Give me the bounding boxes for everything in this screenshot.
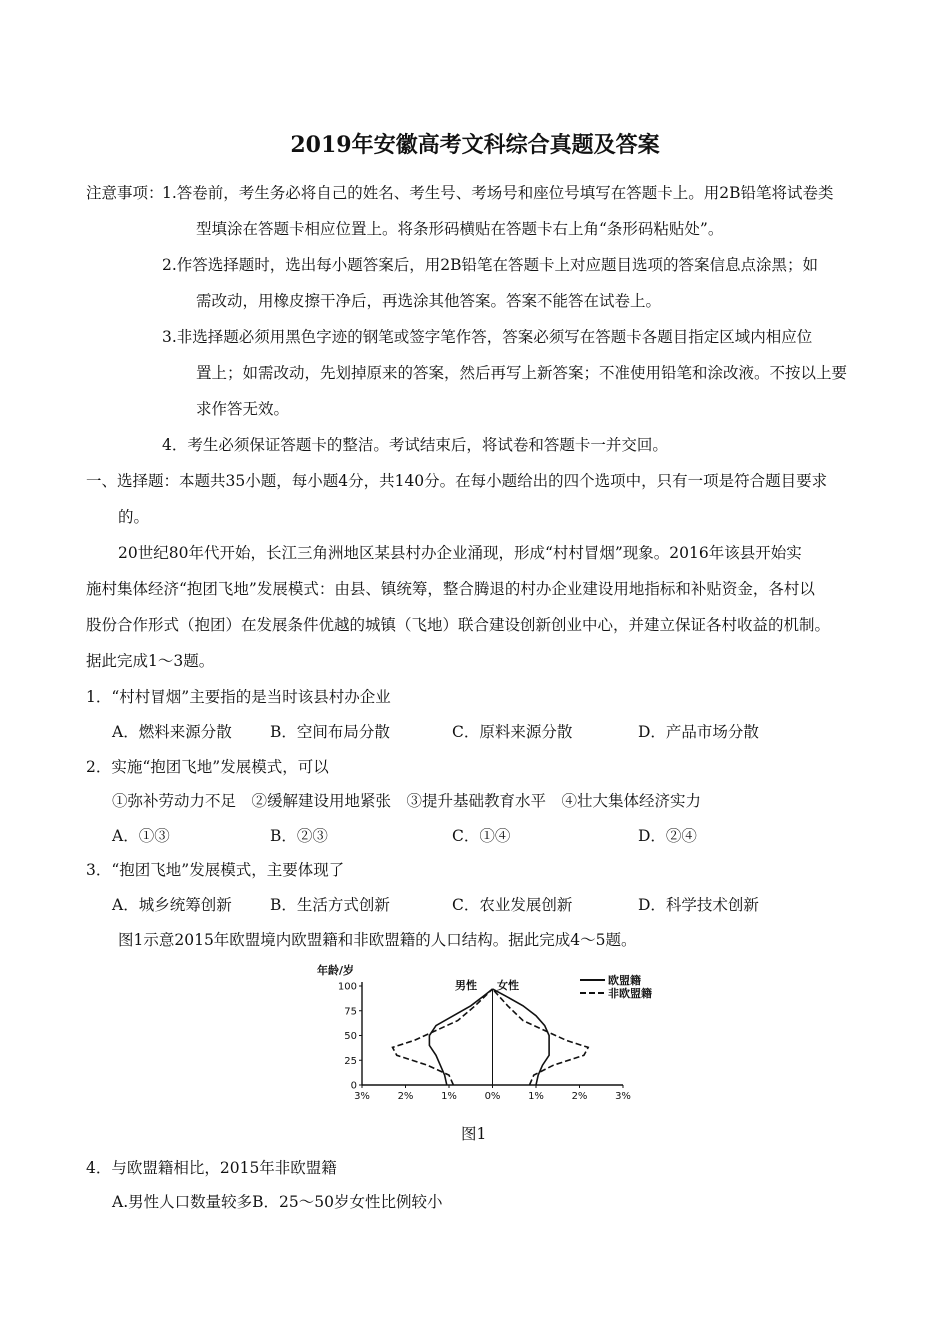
question-1-stem: 1．“村村冒烟”主要指的是当时该县村办企业 <box>86 688 391 706</box>
y-tick-label: 0 <box>350 1080 357 1092</box>
notice-label: 注意事项： <box>86 184 164 202</box>
legend-eu: 欧盟籍 <box>608 974 641 987</box>
y-tick-label: 100 <box>337 981 357 993</box>
question-2-stem: 2．实施“抱团飞地”发展模式，可以 <box>86 758 329 776</box>
notice-item-3-line2: 置上；如需改动，先划掉原来的答案，然后再写上新答案；不准使用铅笔和涂改液。不按以上要 <box>196 364 848 382</box>
x-tick-label: 1% <box>528 1091 544 1102</box>
figure-intro: 图1示意2015年欧盟境内欧盟籍和非欧盟籍的人口结构。据此完成4～5题。 <box>118 931 637 949</box>
y-tick-label: 75 <box>344 1006 357 1018</box>
x-tick-label: 2% <box>397 1091 414 1102</box>
figure-caption: 图1 <box>461 1125 487 1143</box>
question-1-option-c: C．原料来源分散 <box>452 723 573 741</box>
passage-line1: 20世纪80年代开始，长江三角洲地区某县村办企业涌现，形成“村村冒烟”现象。2016年该县开始实 <box>118 544 802 562</box>
x-tick-label: 2% <box>571 1091 588 1102</box>
passage-line2: 施村集体经济“抱团飞地”发展模式：由县、镇统筹，整合腾退的村办企业建设用地指标和补贴资金，各村以 <box>86 580 815 598</box>
series-line-eu-female <box>493 989 550 1085</box>
question-3-option-a: A．城乡统筹创新 <box>112 896 232 914</box>
page-title: 2019年安徽高考文科综合真题及答案 <box>290 132 660 158</box>
question-1-option-b: B．空间布局分散 <box>270 723 390 741</box>
question-3-option-d: D．科学技术创新 <box>638 896 759 914</box>
y-tick-label: 25 <box>344 1055 357 1067</box>
passage-line3: 股份合作形式（抱团）在发展条件优越的城镇（飞地）联合建设创新创业中心，并建立保证各村收益的机制。 <box>86 616 831 634</box>
notice-item-2-line2: 需改动，用橡皮擦干净后，再选涂其他答案。答案不能答在试卷上。 <box>196 292 662 310</box>
male-label: 男性 <box>455 979 477 992</box>
question-3-option-b: B．生活方式创新 <box>270 896 390 914</box>
x-tick-label: 1% <box>441 1091 457 1102</box>
question-2-option-b: B．②③ <box>270 827 328 845</box>
notice-item-3-line1: 3.非选择题必须用黑色字迹的钢笔或签字笔作答，答案必须写在答题卡各题目指定区域内相应位 <box>162 328 813 346</box>
question-4-stem: 4．与欧盟籍相比，2015年非欧盟籍 <box>86 1159 337 1177</box>
question-1-option-a: A．燃料来源分散 <box>112 723 232 741</box>
notice-item-4-line1: 4．考生必须保证答题卡的整洁。考试结束后，将试卷和答题卡一并交回。 <box>162 436 668 454</box>
y-tick-label: 50 <box>344 1031 357 1042</box>
question-3-option-c: C．农业发展创新 <box>452 896 573 914</box>
question-1-option-d: D．产品市场分散 <box>638 723 759 741</box>
legend-non-eu: 非欧盟籍 <box>608 987 652 1000</box>
question-2-option-c: C．①④ <box>452 827 511 845</box>
question-2-option-d: D．②④ <box>638 827 697 845</box>
female-label: 女性 <box>497 979 519 992</box>
notice-item-2-line1: 2.作答选择题时，选出每小题答案后，用2B铅笔在答题卡上对应题目选项的答案信息点涂黑；如 <box>162 256 819 274</box>
notice-item-1-line2: 型填涂在答题卡相应位置上。将条形码横贴在答题卡右上角“条形码粘贴处”。 <box>196 220 724 238</box>
x-tick-label: 3% <box>354 1091 370 1102</box>
x-tick-label: 3% <box>615 1091 631 1102</box>
notice-item-1-line1: 1.答卷前，考生务必将自己的姓名、考生号、考场号和座位号填写在答题卡上。用2B铅笔将试卷类 <box>162 184 834 202</box>
population-pyramid-chart <box>315 960 665 1105</box>
notice-item-3-line3: 求作答无效。 <box>196 400 290 418</box>
x-tick-label: 0% <box>484 1091 501 1102</box>
section-heading-line1: 一、选择题：本题共35小题，每小题4分，共140分。在每小题给出的四个选项中，只有一项是符合题目要求 <box>86 472 828 490</box>
chart-curves <box>393 989 589 1085</box>
chart-axes <box>338 982 631 1103</box>
question-2-option-a: A．①③ <box>112 827 170 845</box>
section-heading-line2: 的。 <box>118 508 150 526</box>
passage-line4: 据此完成1～3题。 <box>86 652 215 670</box>
question-3-stem: 3．“抱团飞地”发展模式，主要体现了 <box>86 861 345 879</box>
y-axis-title: 年龄/岁 <box>317 964 355 977</box>
question-4-options: A.男性人口数量较多B．25～50岁女性比例较小 <box>112 1193 443 1211</box>
question-2-statements: ①弥补劳动力不足 ②缓解建设用地紧张 ③提升基础教育水平 ④壮大集体经济实力 <box>112 792 702 810</box>
